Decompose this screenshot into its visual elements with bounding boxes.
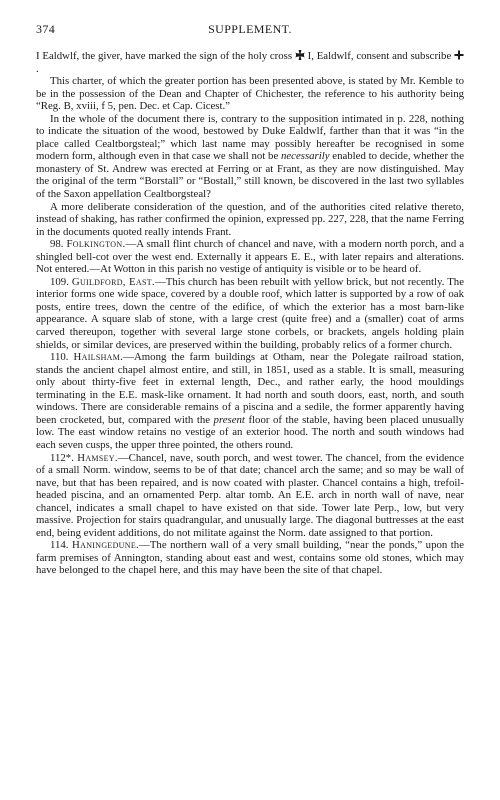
italic-text: present [213, 413, 245, 426]
entry-text: —Chancel, nave, south porch, and west tower. The chancel, from the evidence of a small Norm. window, seems to be of that date; chancel arch the same; and so may be wall of nave, but that has been repaired, and is now coated with plaster. Chancel contains a high, trefoil-headed piscina, and an ornamented Perp. altar tomb. An E.E. arch in north wall of nave, near chancel, indicates a small chapel to have existed on that side. Tower late Perp., low, but very massive. Projection for stairs quadrangular, and unusually large. The diagonal buttresses at the east end, being evident additions, do not militate against the Norm. date assigned to that portion. [36, 451, 465, 539]
entry-heading: Hailsham. [73, 351, 124, 364]
entry-text: —Among the farm buildings at Otham, near the Polegate railroad station, stands the ancient chapel almost entire, and still, in 1851, used as a stable. It is small, measuring only about thirty-five feet in external length, Dec., and rather early, the hood mouldings terminating in the E.E. mask-like ornament. It had north and south doors, east, north, and south windows. There are considerable remains of a piscina and a sedile, the former apparently having been crocketed, but, compared with the [36, 351, 465, 426]
paragraph-document-analysis [36, 113, 464, 201]
entry-number: 109. [50, 275, 69, 288]
entry-heading: Haningedune. [72, 539, 140, 552]
entry-number: 110. [50, 351, 69, 364]
italic-text: necessarily [280, 150, 330, 163]
text-run: In the whole of the document there is, contrary to the supposition intimated in p. 228, nothing to indicate the situation of the wood, bestowed by Duke Ealdwlf, farther than that it was “in the place called Cealtborgsteal;” which last name may possibly hereafter be recognised in some modern form, although even in that case we shall not be [36, 112, 464, 163]
entry-guildford-east [36, 276, 464, 351]
page-number: 374 [36, 22, 56, 36]
entry-text: floor of the stable, having been placed unusually low. The east window retains no vestige of an exterior hood. The north and south windows had each seven cusps, the upper three pointed, the others round. [36, 413, 464, 451]
page-header [36, 22, 464, 38]
entry-heading: Guildford, East. [71, 275, 155, 288]
signature-text-1: I Ealdwlf, the giver, have marked the sign of the holy cross [36, 50, 293, 62]
entry-hamsey [36, 452, 464, 540]
signature-text-3: . [36, 62, 39, 75]
entry-text: —This church has been rebuilt with yellow brick, but not recently. The interior forms one wide space, covered by a double roof, which latter is supported by a row of oak posts, entire trees, down the centre of the edifice, of which the exterior has a most barn-like appearance. A square slab of stone, with a large crest (quite free) and a (smaller) coat of arms carved thereupon, together with several large stone corbels, or brackets, angels holding plain shields, or similar devices, are preserved within the building, probably relics of a former church. [36, 275, 464, 351]
paragraph-signature [36, 50, 464, 75]
running-title: SUPPLEMENT. [208, 22, 292, 36]
paragraph-charter-note: This charter, of which the greater portion has been presented above, is stated by Mr. Kemble to be in the possession of the Dean and Chapter of Chichester, the reference to his authority being “Reg. B, xviii, f 5, pen. Dec. et Cap. Cicest.” [36, 75, 464, 113]
entry-hailsham [36, 351, 464, 451]
text-run: enabled to decide, whether the monastery of St. Andrew was erected at Ferring or at Frant, as they are now distinguished. May the original of the term “Borstall” or “Bostall,” still known, be discovered in the last two syllables of the Saxon appellation Cealtborgsteal? [36, 150, 464, 201]
entry-heading: Hamsey. [77, 451, 118, 464]
entry-folkington [36, 238, 464, 276]
entry-text: —A small flint church of chancel and nave, with a modern north porch, and a shingled bell-cot over the west end. Externally it appears E. E., with later repairs and alterations. Not entered.—At Wotton in this parish no vestige of antiquity is visible or to be heard of. [36, 238, 464, 276]
cross-patee-icon [295, 50, 305, 60]
entry-haningedune [36, 539, 464, 577]
signature-text-2: I, Ealdwlf, consent and subscribe [307, 50, 452, 62]
entry-number: 112*. [50, 451, 74, 464]
page-body [36, 50, 464, 577]
cross-icon [454, 50, 464, 60]
entry-heading: Folkington. [66, 238, 126, 251]
entry-number: 98. [50, 238, 64, 251]
entry-text: —The northern wall of a very small building, “near the ponds,” upon the farm premises of Annington, standing about east and west, contains some old stones, which may have belonged to the chapel here, and this may have been the site of that chapel. [36, 539, 464, 577]
paragraph-conclusion: A more deliberate consideration of the question, and of the authorities cited relative thereto, instead of shaking, has rather confirmed the opinion, expressed pp. 227, 228, that the name Ferring in the documents quoted really intends Frant. [36, 200, 464, 238]
entry-number: 114. [50, 539, 69, 552]
